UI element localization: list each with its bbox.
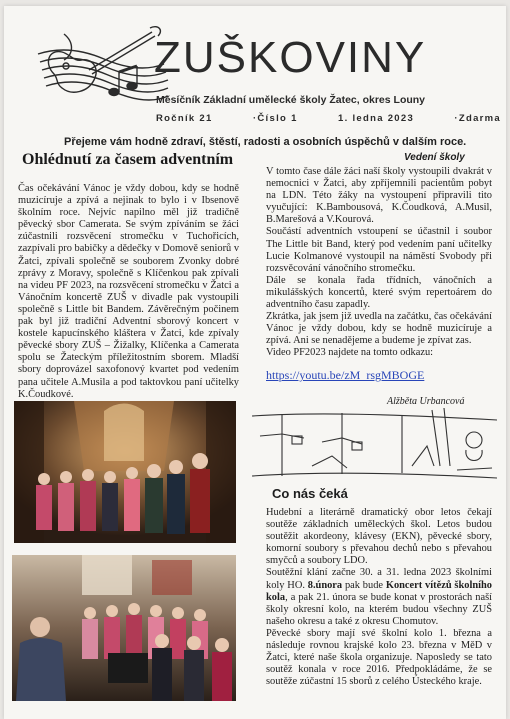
youtube-video-link[interactable]: https://youtu.be/zM_rsgMBOGE — [266, 368, 425, 382]
article-heading-advent: Ohlédnutí za časem adventním — [22, 151, 234, 168]
article-paragraph: Video PF2023 najdete na tomto odkazu: — [266, 347, 434, 359]
text-run: pak bude — [344, 579, 384, 591]
newsletter-subtitle: Měsíčník Základní umělecké školy Žatec, okres Louny — [156, 94, 426, 106]
choir-concert-photo — [12, 555, 236, 701]
text-run: Soutěžní klání začne 30. a 31. ledna 2023 školními koly HO. — [266, 567, 492, 591]
article-advent-body — [18, 183, 239, 401]
article-paragraph: Dále se konala řada třídních, vánočních a mikulášských koncertů, které svým repertoárem do adventního času zapadly. — [266, 274, 492, 311]
issue-date: 1. ledna 2023 — [338, 113, 415, 124]
article-paragraph: V tomto čase dále žáci naší školy vystoupili dvakrát v nemocnici v Žatci, aby zpříjemnili pacientům pobyt na LDN. Této žáky na vystoupení připravili tito vyučující: K.Bambousová, K.Čoudková, A.Musil, B.Marešová a V.Kourová. — [266, 166, 492, 226]
article-advent-continued — [266, 166, 492, 360]
ski-sketch-illustration-icon — [252, 406, 497, 481]
article-heading-upcoming: Co nás čeká — [272, 486, 348, 501]
article-paragraph: Čas očekávání Vánoc je vždy dobou, kdy se hodně muzicíruje a zpívá a nejinak to bylo i v Ibsenově školním roce. Nejvíc napilno měl již tradičně pěvecký sbor Camerata. Se svým zpíváním se žáci zúčastnili rozsvěcení stromečku v Tuchořicích, zazpívali pro babičky a dědečky v Domově seniorů v Žatci, zpívali společně se souborem Zvonky dobré zprávy z Moravy, společně s Klíčenkou pak zpívali na videu PF 2023, na rozsvěcení stromečku v Žatci a Vánočním koncertě ZUŠ v divadle pak vystoupili společně s Little bit Bandem. Závěrečným počinem pak byl již tradiční Adventní sborový koncert v kostele kapucínského kláštera v Žatci, kde zpívaly pěvecké sbory ZUŠ – Žižalky, Klíčenka a Camerata spolu se Žateckým příležitostním sborem. Mladší sbory doprovázel saxofonový kvartet pod vedením pana učitele A.Musila a pod taktovkou paní učitelky K.Čoudkové. — [18, 183, 240, 400]
newsletter-page — [4, 6, 506, 719]
article-paragraph: Hudební a literárně dramatický obor letos čekají soutěže základních uměleckých škol. Letos budou soutěžit akordeony, klávesy (EKN), pěvecké sbory, komorní soubory s převahou dechů nebo s převahou smyčců a soubory LDO. — [266, 507, 492, 567]
text-run: , a pak 21. února se bude konat v prostorách naší školy okresní kolo, na kterém budou všechny ZUŠ našeho okresu a také z okresu Chomutov. — [266, 591, 492, 627]
issue-info — [156, 113, 501, 124]
article-paragraph: Pěvecké sbory mají své školní kolo 1. března a následuje rovnou krajské kolo 23. března v MěD v Žatci, které naše škola organizuje. Naposledy se tato soutěž konala v roce 2016. Předpokládáme, že se soutěže zúčastní 15 sborů z celého Ústeckého kraje. — [266, 627, 492, 688]
article-upcoming-body — [266, 507, 492, 688]
issue-price: ·Zdarma — [454, 113, 501, 124]
violin-music-logo-icon — [34, 24, 169, 112]
article-paragraph — [266, 567, 492, 627]
bold-date: 8.února — [307, 579, 343, 591]
bold-concert: Koncert vítězů školního kola — [266, 579, 492, 603]
article-paragraph: Součástí adventních vstoupení se účastnil i soubor The Little bit Band, který pod vedením paní učitelky Lucie Kolmanové vystoupil na náměstí Svobody při rozsvěcování vánočního stromečku. — [266, 226, 492, 274]
issue-year: Ročník 21 — [156, 113, 213, 124]
issue-number: ·Číslo 1 — [252, 113, 298, 124]
newsletter-title: ZUŠKOVINY — [154, 33, 427, 82]
new-year-greeting: Přejeme vám hodně zdraví, štěstí, radosti a osobních úspěchů v dalším roce. — [64, 136, 467, 148]
choir-church-photo — [14, 401, 236, 543]
article-paragraph: Zkrátka, jak jsem již uvedla na začátku, čas očekávání Vánoc je vždy dobou, kdy se hodně muzicíruje a zpívá. Ani se nenadějeme a budeme je zpívat zas. — [266, 311, 492, 347]
article-author: Alžběta Urbancová — [387, 396, 465, 407]
greeting-signature: Vedení školy — [404, 152, 465, 163]
